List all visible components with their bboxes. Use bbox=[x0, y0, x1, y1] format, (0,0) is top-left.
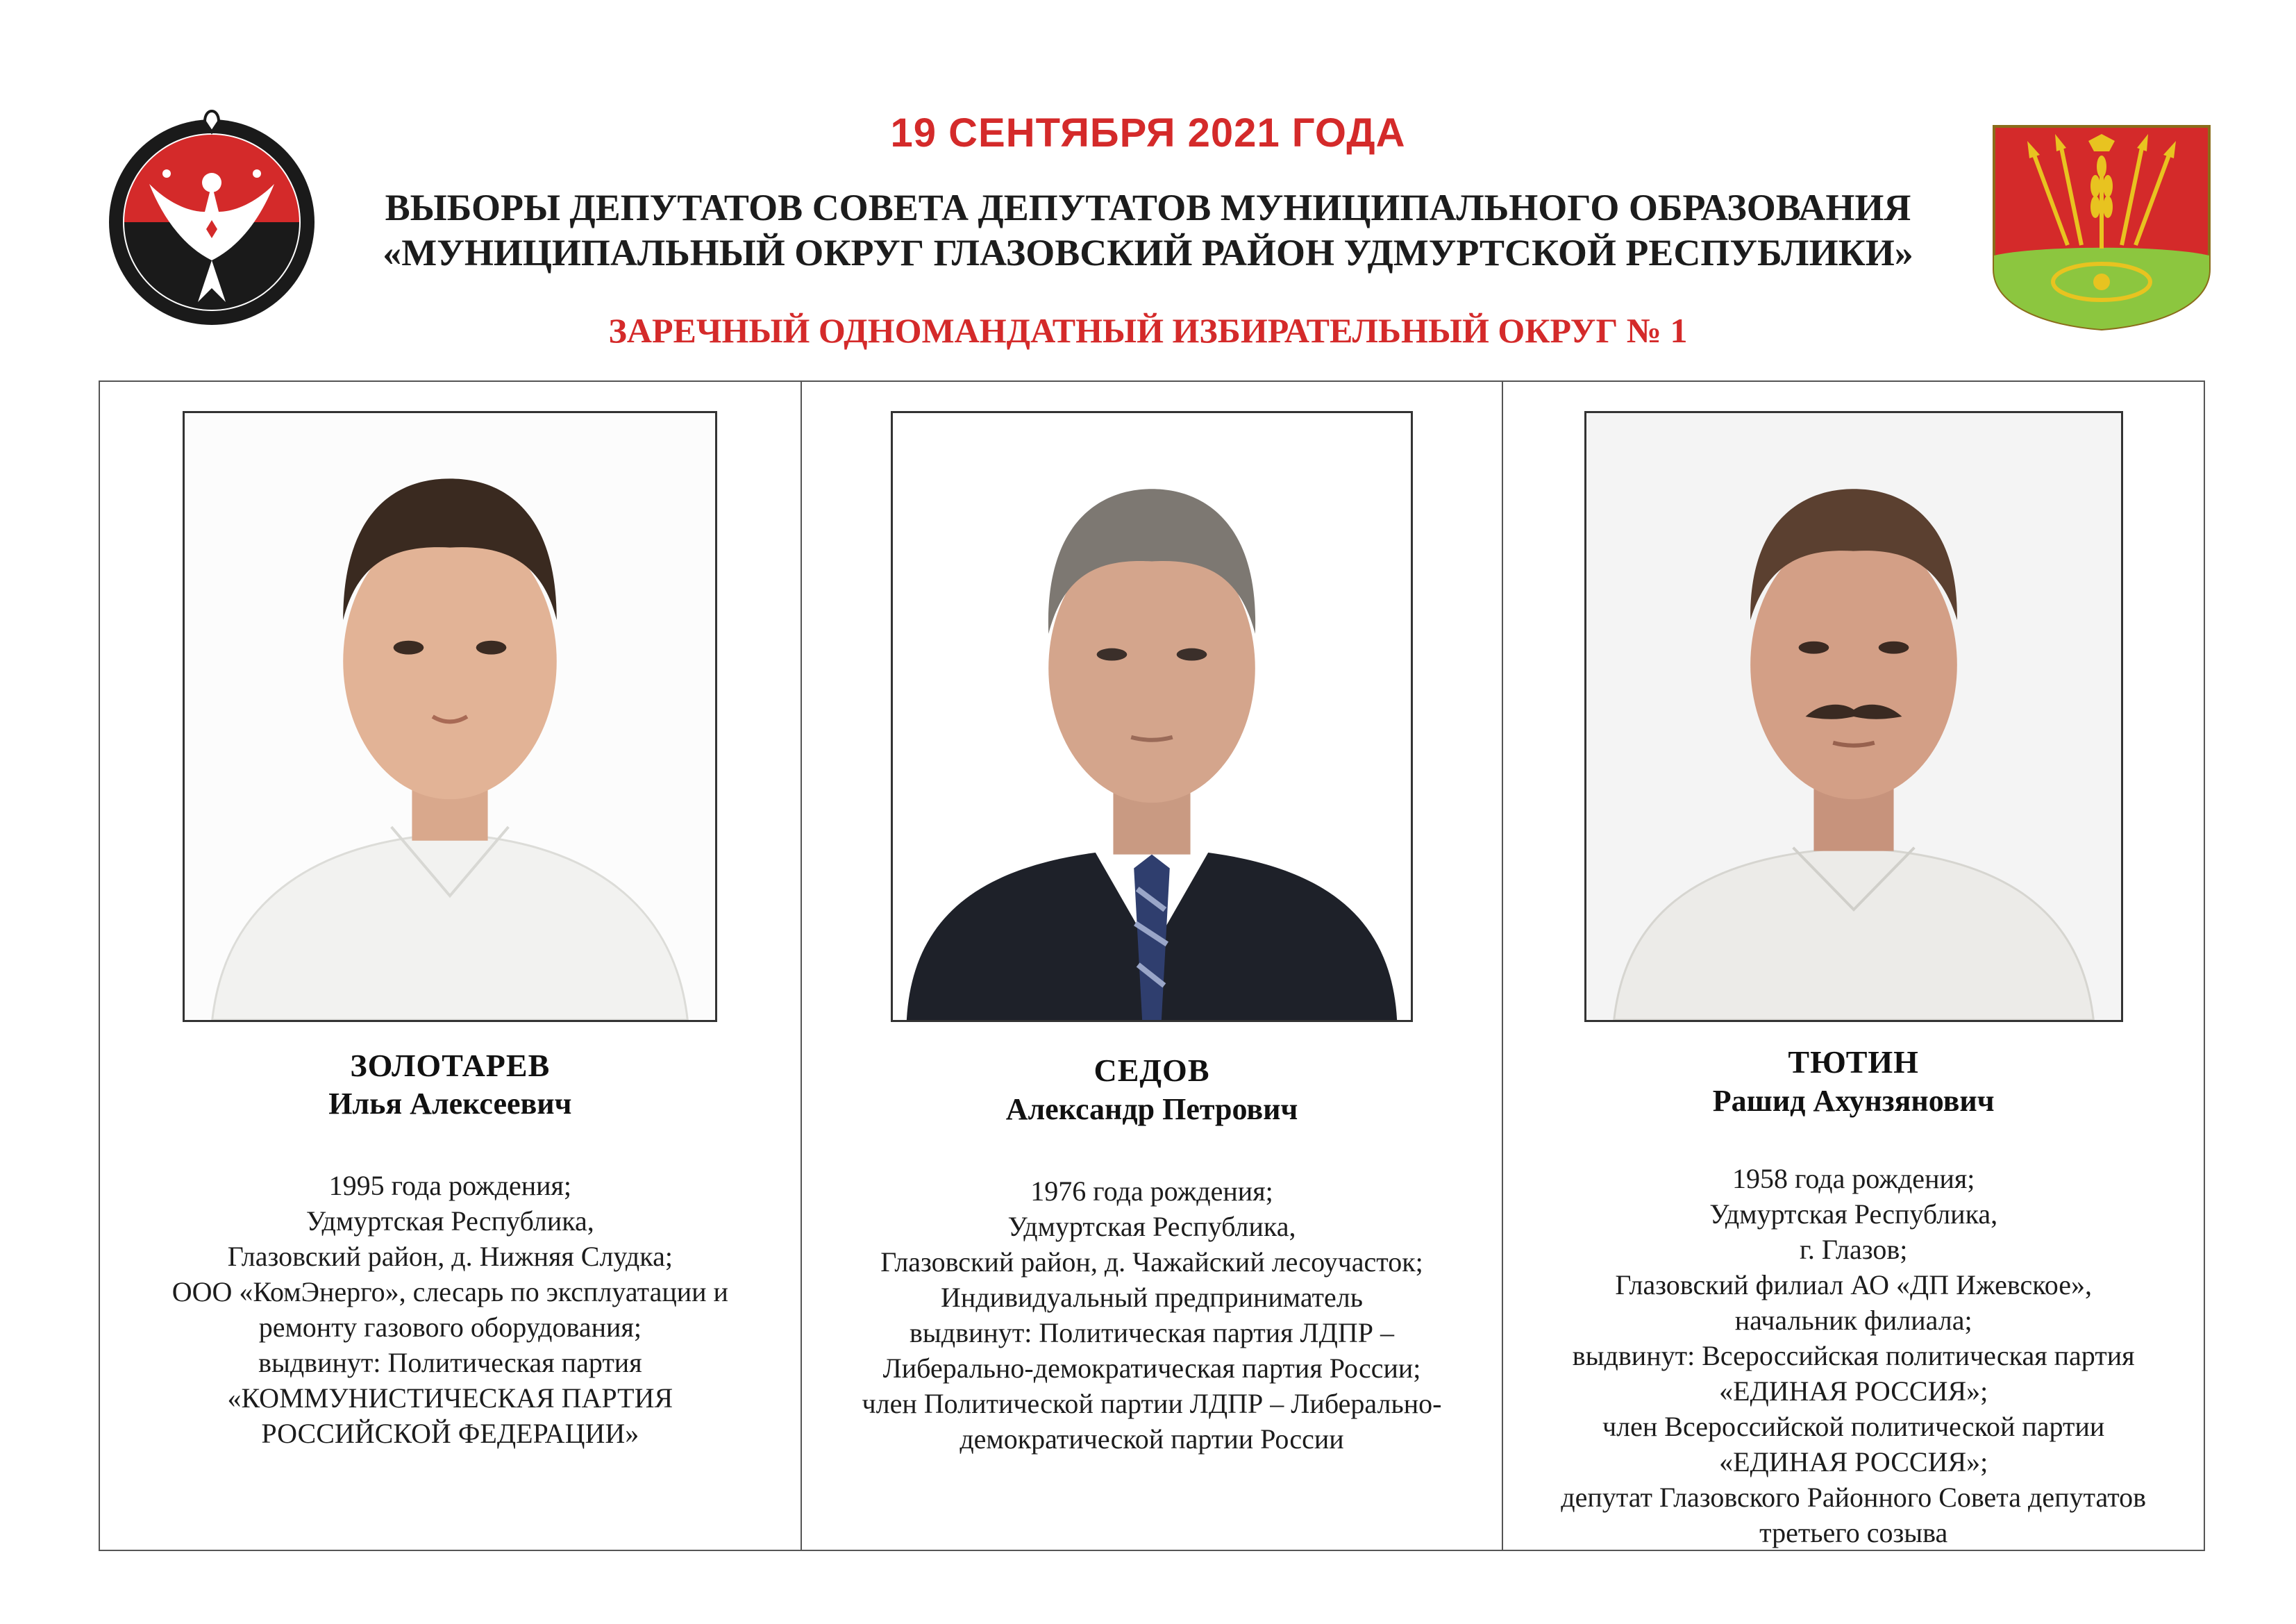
candidate-photo bbox=[1584, 411, 2123, 1022]
candidate-card bbox=[801, 382, 1502, 1550]
bio-line: Либерально-демократическая партия России; bbox=[882, 1353, 1421, 1384]
bio-line: начальник филиала; bbox=[1734, 1305, 1972, 1336]
bio-line: выдвинут: Всероссийская политическая партия bbox=[1572, 1340, 2135, 1371]
bio-line: ремонту газового оборудования; bbox=[258, 1312, 642, 1343]
candidate-surname: ЗОЛОТАРЕВ bbox=[350, 1048, 551, 1083]
candidate-bio bbox=[1503, 1161, 2204, 1550]
bio-line: выдвинут: Политическая партия bbox=[258, 1347, 642, 1378]
candidate-given-names: Рашид Ахунзянович bbox=[1712, 1084, 1995, 1118]
candidate-surname: СЕДОВ bbox=[1093, 1053, 1210, 1088]
bio-line: Индивидуальный предприниматель bbox=[941, 1282, 1363, 1313]
candidate-bio bbox=[100, 1168, 801, 1451]
election-title-line2: «МУНИЦИПАЛЬНЫЙ ОКРУГ ГЛАЗОВСКИЙ РАЙОН УДМУРТСКОЙ РЕСПУБЛИКИ» bbox=[383, 232, 1913, 274]
bio-line: Удмуртская Республика, bbox=[1007, 1211, 1296, 1242]
bio-line: Глазовский филиал АО «ДП Ижевское», bbox=[1615, 1269, 2092, 1300]
candidate-bio bbox=[802, 1173, 1502, 1457]
candidate-photo bbox=[891, 411, 1413, 1022]
candidate-given-names: Илья Алексеевич bbox=[328, 1087, 572, 1121]
bio-line: РОССИЙСКОЙ ФЕДЕРАЦИИ» bbox=[261, 1418, 639, 1449]
election-title-line1: ВЫБОРЫ ДЕПУТАТОВ СОВЕТА ДЕПУТАТОВ МУНИЦИПАЛЬНОГО ОБРАЗОВАНИЯ bbox=[385, 187, 1911, 228]
bio-line: г. Глазов; bbox=[1800, 1234, 1908, 1265]
candidate-card bbox=[1502, 382, 2204, 1550]
bio-line: 1995 года рождения; bbox=[328, 1170, 572, 1201]
district-title: ЗАРЕЧНЫЙ ОДНОМАНДАТНЫЙ ИЗБИРАТЕЛЬНЫЙ ОКРУГ № 1 bbox=[608, 311, 1688, 350]
bio-line: третьего созыва bbox=[1759, 1517, 1948, 1548]
bio-line: ООО «КомЭнерго», слесарь по эксплуатации и bbox=[171, 1276, 728, 1307]
glazov-district-coat-of-arms-icon bbox=[1991, 124, 2212, 330]
bio-line: Глазовский район, д. Нижняя Слудка; bbox=[227, 1241, 673, 1272]
bio-line: «ЕДИНАЯ РОССИЯ»; bbox=[1719, 1446, 1988, 1477]
bio-line: «КОММУНИСТИЧЕСКАЯ ПАРТИЯ bbox=[227, 1382, 673, 1414]
election-date: 19 СЕНТЯБРЯ 2021 ГОДА bbox=[890, 110, 1406, 156]
bio-line: 1976 года рождения; bbox=[1030, 1175, 1273, 1207]
candidate-surname: ТЮТИН bbox=[1788, 1044, 1919, 1080]
candidates-table bbox=[99, 380, 2205, 1551]
bio-line: Удмуртская Республика, bbox=[305, 1205, 594, 1237]
bio-line: член Политической партии ЛДПР – Либерально- bbox=[862, 1388, 1442, 1419]
candidate-photo bbox=[183, 411, 717, 1022]
bio-line: Удмуртская Республика, bbox=[1709, 1198, 1998, 1230]
bio-line: демократической партии России bbox=[960, 1423, 1344, 1455]
bio-line: «ЕДИНАЯ РОССИЯ»; bbox=[1719, 1375, 1988, 1407]
bio-line: депутат Глазовского Районного Совета депутатов bbox=[1561, 1482, 2147, 1513]
bio-line: Глазовский район, д. Чажайский лесоучасток; bbox=[880, 1246, 1423, 1278]
bio-line: выдвинут: Политическая партия ЛДПР – bbox=[909, 1317, 1395, 1348]
candidate-card bbox=[100, 382, 801, 1550]
bio-line: член Всероссийской политической партии bbox=[1602, 1411, 2105, 1442]
candidate-given-names: Александр Петрович bbox=[1005, 1092, 1298, 1126]
bio-line: 1958 года рождения; bbox=[1732, 1163, 1975, 1194]
